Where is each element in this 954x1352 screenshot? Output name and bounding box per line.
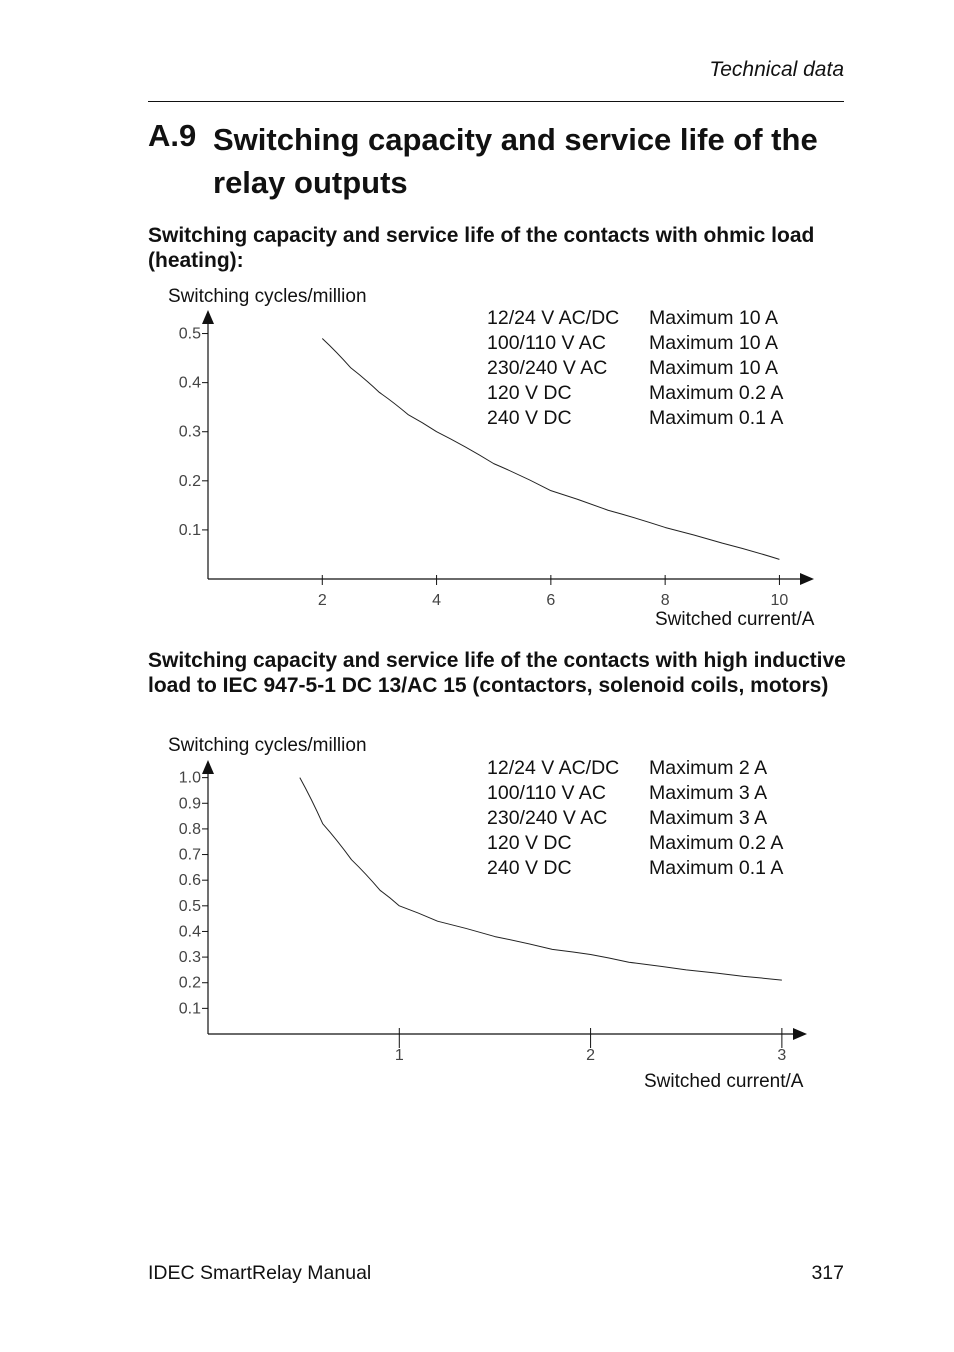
x-tick-label: 3 (777, 1047, 787, 1064)
y-axis-arrow-icon (202, 760, 214, 774)
section-title: Switching capacity and service life of the relay outputs (213, 122, 818, 200)
series-line (322, 338, 779, 559)
y-tick-label: 0.7 (178, 846, 201, 864)
y-tick-label: 0.4 (178, 374, 201, 392)
footer-manual-title: IDEC SmartRelay Manual (148, 1262, 372, 1284)
chart-ohmic-load (0, 280, 954, 640)
spec-voltage: 230/240 V AC (487, 357, 608, 379)
subheading-ohmic-load: Switching capacity and service life of the contacts with ohmic load (heating): (148, 224, 815, 272)
spec-max: Maximum 0.2 A (649, 832, 784, 854)
y-axis-label: Switching cycles/million (168, 286, 367, 307)
x-tick-label: 8 (660, 592, 670, 609)
y-tick-label: 0.8 (178, 820, 201, 838)
y-axis-arrow-icon (202, 310, 214, 324)
y-tick-label: 0.4 (178, 923, 201, 941)
x-axis-label: Switched current/A (655, 609, 815, 630)
y-axis-label: Switching cycles/million (168, 735, 367, 756)
page-number: 317 (811, 1262, 844, 1284)
header-divider (148, 101, 844, 102)
spec-voltage: 240 V DC (487, 857, 572, 879)
x-tick-label: 1 (394, 1047, 404, 1064)
subheading-inductive-load: Switching capacity and service life of the contacts with high inductive load to IEC 947-5-1 DC 13/AC 15 (contactors, solenoid coils, motors) (148, 649, 846, 697)
y-tick-label: 0.2 (178, 472, 201, 490)
y-tick-label: 0.1 (178, 521, 201, 539)
running-header: Technical data (709, 58, 844, 81)
spec-max: Maximum 2 A (649, 757, 768, 779)
y-tick-label: 0.6 (178, 872, 201, 890)
chart-plot-area (0, 280, 954, 640)
series-line (300, 778, 782, 981)
spec-max: Maximum 3 A (649, 782, 768, 804)
x-axis-label: Switched current/A (644, 1071, 804, 1092)
spec-max: Maximum 0.2 A (649, 382, 784, 404)
y-tick-label: 0.5 (178, 325, 201, 343)
x-tick-label: 4 (432, 592, 442, 609)
spec-voltage: 100/110 V AC (487, 332, 606, 354)
spec-max: Maximum 3 A (649, 807, 768, 829)
x-tick-label: 6 (546, 592, 556, 609)
y-tick-label: 0.3 (178, 949, 201, 967)
y-tick-label: 0.2 (178, 974, 201, 992)
y-tick-label: 0.3 (178, 423, 201, 441)
x-tick-label: 10 (770, 592, 789, 609)
spec-max: Maximum 0.1 A (649, 857, 784, 879)
chart-plot-area (0, 730, 954, 1100)
spec-voltage: 100/110 V AC (487, 782, 606, 804)
x-tick-label: 2 (586, 1047, 596, 1064)
spec-max: Maximum 10 A (649, 357, 778, 379)
y-tick-label: 0.1 (178, 1000, 201, 1018)
x-tick-label: 2 (317, 592, 327, 609)
spec-voltage: 120 V DC (487, 832, 572, 854)
spec-max: Maximum 0.1 A (649, 407, 784, 429)
section-number: A.9 (148, 118, 197, 153)
y-tick-label: 1.0 (178, 769, 201, 787)
x-axis-arrow-icon (793, 1028, 807, 1040)
x-axis-arrow-icon (800, 573, 814, 585)
spec-voltage: 230/240 V AC (487, 807, 608, 829)
y-tick-label: 0.5 (178, 897, 201, 915)
y-tick-label: 0.9 (178, 795, 201, 813)
spec-voltage: 120 V DC (487, 382, 572, 404)
spec-voltage: 12/24 V AC/DC (487, 757, 620, 779)
spec-voltage: 240 V DC (487, 407, 572, 429)
spec-voltage: 12/24 V AC/DC (487, 307, 620, 329)
chart-inductive-load (0, 730, 954, 1100)
spec-max: Maximum 10 A (649, 332, 778, 354)
spec-max: Maximum 10 A (649, 307, 778, 329)
